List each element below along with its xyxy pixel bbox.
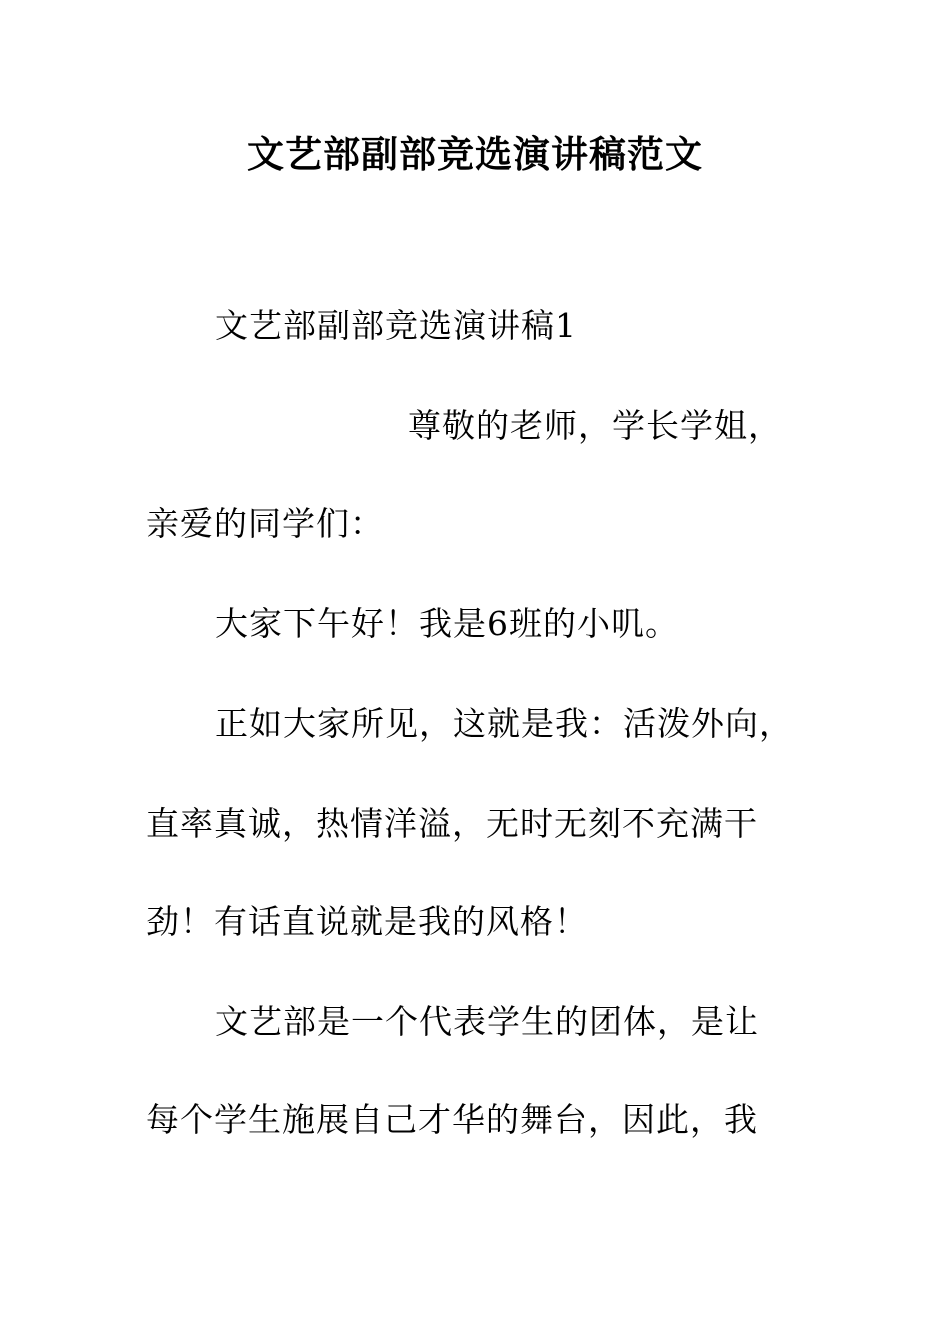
paragraph-line: 文艺部是一个代表学生的团体，是让	[215, 1002, 759, 1041]
paragraph-line: 正如大家所见，这就是我：活泼外向，	[215, 704, 793, 743]
salutation-continued: 亲爱的同学们：	[146, 504, 384, 543]
section-heading: 文艺部副部竞选演讲稿1	[215, 306, 577, 345]
paragraph-line: 大家下午好！我是6班的小叽。	[215, 604, 679, 643]
paragraph-line: 每个学生施展自己才华的舞台，因此，我	[146, 1100, 758, 1139]
document-title: 文艺部副部竞选演讲稿范文	[247, 132, 703, 176]
paragraph-line: 劲！有话直说就是我的风格！	[146, 902, 588, 941]
paragraph-line: 直率真诚，热情洋溢，无时无刻不充满干	[146, 804, 758, 843]
salutation-line: 尊敬的老师，学长学姐，	[408, 406, 782, 445]
